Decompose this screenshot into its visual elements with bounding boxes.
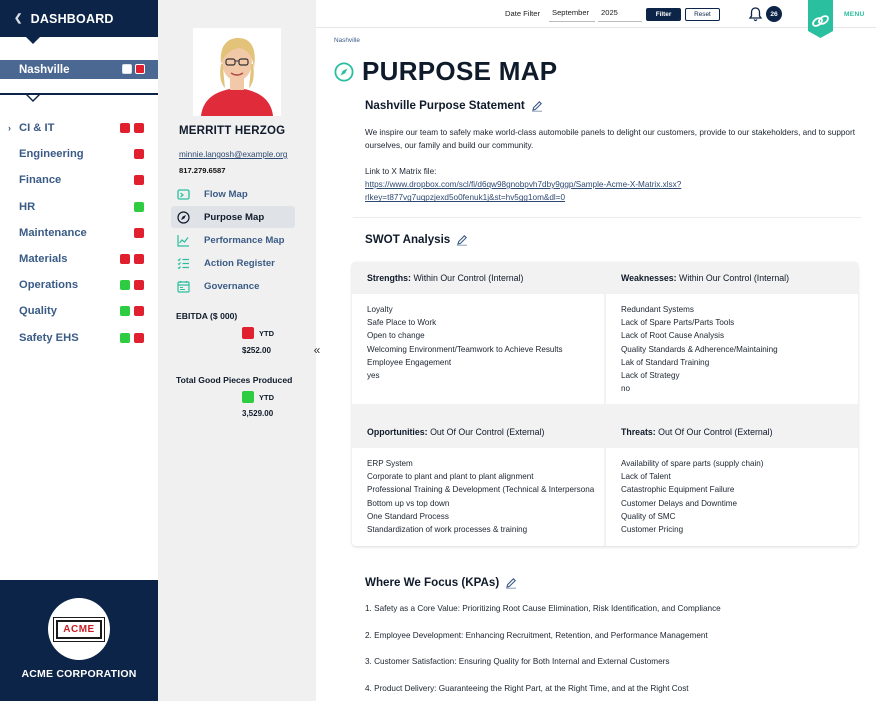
header-pointer (26, 37, 40, 44)
swot-heading-text: SWOT Analysis (365, 233, 451, 246)
metric-period-label: YTD (259, 328, 274, 338)
company-name: ACME CORPORATION (21, 668, 137, 680)
dashboard-label: DASHBOARD (30, 11, 114, 26)
avatar-image (193, 28, 281, 116)
swot-item: Lack of Root Cause Analysis (621, 331, 725, 341)
status-dot (134, 306, 144, 316)
person-email-link[interactable]: minnie.langosh@example.org (179, 150, 288, 159)
compass-icon (177, 211, 197, 224)
swot-item: Quality of SMC (621, 511, 676, 521)
divider-pointer-inner (28, 95, 38, 100)
swot-opportunities-title: Opportunities: (367, 427, 428, 437)
month-select[interactable]: September (549, 5, 595, 22)
status-dot (120, 123, 130, 133)
status-dot (134, 228, 144, 238)
kpa-item: 1. Safety as a Core Value: Prioritizing Root Cause Elimination, Risk Identification, and Compliance (365, 604, 721, 613)
swot-weaknesses-subtitle: Within Our Control (Internal) (679, 273, 790, 283)
purpose-statement: We inspire our team to safely make world-class automobile panels to delight our customers, provide to our stakeholders, and to support ourselves, our family and build our community. (365, 128, 855, 151)
x-matrix-link-line1: https://www.dropbox.com/scl/fi/d6qw98gnobpvh7dby9ggp/Sample-Acme-X-Matrix.xlsx? (365, 180, 682, 189)
location-status-dots (122, 64, 145, 74)
swot-opportunities-header (352, 416, 604, 448)
status-dot (122, 64, 132, 74)
purpose-heading-text: Nashville Purpose Statement (365, 99, 525, 112)
menu-item-governance[interactable] (171, 275, 295, 297)
swot-threats-header (606, 416, 858, 448)
department-item[interactable] (0, 325, 158, 351)
compass-icon (334, 62, 354, 82)
menu-item-purpose-map[interactable] (171, 206, 295, 228)
swot-item: Customer Delays and Downtime (621, 498, 738, 508)
top-bar (316, 0, 876, 28)
edit-icon[interactable] (531, 100, 543, 112)
swot-grid (352, 262, 858, 546)
swot-threats-subtitle: Out Of Our Control (External) (658, 427, 773, 437)
department-label: Finance (19, 174, 62, 187)
kpa-item: 4. Product Delivery: Guaranteeing the Right Part, at the Right Time, and at the Right Cost (365, 684, 689, 693)
page-title-row (334, 56, 557, 87)
calendar-icon (177, 280, 197, 293)
breadcrumb[interactable]: Nashville (334, 37, 360, 44)
page-title: PURPOSE MAP (362, 56, 558, 86)
metric-title-good-pieces: Total Good Pieces Produced (176, 375, 293, 385)
swot-strengths-list (352, 294, 604, 404)
notification-count-badge[interactable]: 26 (766, 6, 782, 22)
menu-link[interactable]: MENU (844, 11, 865, 18)
swot-strengths-title: Strengths: (367, 273, 411, 283)
department-label: Maintenance (19, 226, 87, 239)
metric-title-ebitda: EBITDA ($ 000) (176, 311, 238, 321)
swot-weaknesses-list (606, 294, 858, 404)
department-status-dots (134, 202, 144, 212)
line-chart-icon (177, 234, 197, 247)
x-matrix-link[interactable] (365, 178, 855, 205)
menu-item-flow-map[interactable] (171, 183, 295, 205)
map-menu (171, 183, 295, 298)
menu-item-performance-map[interactable] (171, 229, 295, 251)
status-dot (120, 333, 130, 343)
main-content (316, 28, 876, 701)
swot-heading (365, 233, 468, 246)
department-label: Engineering (19, 148, 84, 161)
metric-value-ebitda: $252.00 (242, 346, 271, 355)
swot-item: Availability of spare parts (supply chain) (621, 459, 764, 468)
swot-item: Standardization of work processes & training (367, 525, 528, 535)
menu-item-label: Flow Map (204, 188, 248, 200)
date-filter-label: Date Filter (505, 9, 541, 18)
department-item[interactable] (0, 246, 158, 272)
department-list (0, 115, 158, 351)
department-status-dots (134, 228, 144, 238)
status-dot (120, 254, 130, 264)
department-status-dots (120, 280, 144, 290)
year-input[interactable]: 2025 (598, 5, 642, 22)
reset-button[interactable]: Reset (685, 8, 720, 21)
department-status-dots (134, 149, 144, 159)
metric-status-indicator (242, 327, 254, 339)
status-dot (120, 306, 130, 316)
swot-item: Catastrophic Equipment Failure (621, 485, 735, 495)
swot-strengths (352, 262, 604, 404)
swot-weaknesses-header (606, 262, 858, 294)
avatar (193, 28, 281, 116)
swot-item: Bottom up vs top down (367, 498, 450, 508)
department-status-dots (120, 254, 144, 264)
swot-item: Lack of Spare Parts/Parts Tools (621, 318, 735, 328)
collapse-panel-icon[interactable]: « (313, 343, 321, 357)
department-item[interactable] (0, 167, 158, 193)
swot-item: Corporate to plant and plant to plant alignment (367, 472, 534, 482)
swot-item: Quality Standards & Adherence/Maintaining (621, 344, 778, 354)
person-name: MERRITT HERZOG (179, 125, 286, 137)
department-label: Quality (19, 305, 57, 318)
swot-item: Lack of Talent (621, 472, 671, 482)
location-name: Nashville (19, 63, 70, 76)
metric-value-good-pieces: 3,529.00 (242, 409, 274, 418)
department-status-dots (120, 306, 144, 316)
department-label: Safety EHS (19, 331, 79, 344)
chevron-left-icon: ❮ (14, 13, 23, 24)
profile-panel (158, 0, 321, 701)
metric-status-indicator (242, 391, 254, 403)
swot-item: Welcoming Environment/Teamwork to Achieve Results (367, 344, 563, 354)
status-dot (120, 280, 130, 290)
swot-threats (606, 416, 858, 546)
person-phone: 817.279.6587 (179, 166, 226, 175)
swot-item: Customer Pricing (621, 525, 684, 535)
kpas-heading (365, 576, 517, 589)
company-logo (48, 598, 110, 660)
edit-icon[interactable] (505, 577, 517, 589)
status-dot (134, 280, 144, 290)
swot-opportunities-list (352, 448, 604, 546)
status-dot (134, 254, 144, 264)
bell-icon[interactable] (748, 6, 763, 27)
location-selector[interactable] (0, 60, 158, 79)
checklist-icon (177, 257, 197, 270)
department-label: CI & IT (19, 122, 55, 135)
swot-strengths-subtitle: Within Our Control (Internal) (413, 273, 524, 283)
left-navigation (0, 0, 158, 701)
swot-item: ERP System (367, 459, 413, 468)
swot-item: Professional Training & Development (Technical & Interpersona (367, 485, 595, 495)
swot-strengths-header (352, 262, 604, 294)
metric-good-pieces-period (242, 391, 274, 403)
department-item[interactable] (0, 141, 158, 167)
department-status-dots (134, 175, 144, 185)
chevron-right-icon: › (8, 123, 11, 134)
status-dot (134, 123, 144, 133)
edit-icon[interactable] (456, 234, 468, 246)
dashboard-back-button[interactable] (0, 0, 158, 37)
department-status-dots (120, 333, 144, 343)
department-item[interactable] (0, 220, 158, 246)
swot-item: no (621, 384, 631, 394)
swot-item: One Standard Process (367, 511, 449, 521)
x-matrix-link-line2: rlkey=t877vg7uqpzjexd5o0fenuk1j&st=hv5gg1om&dl=0 (365, 193, 566, 203)
swot-item: Employee Engagement (367, 357, 452, 367)
acme-logo: ACME (56, 620, 101, 639)
status-dot (134, 202, 144, 212)
department-status-dots (120, 123, 144, 133)
swot-threats-title: Threats: (621, 427, 656, 437)
menu-item-label: Purpose Map (204, 211, 265, 223)
department-item[interactable] (0, 194, 158, 220)
filter-button[interactable]: Filter (646, 8, 681, 21)
department-label: Operations (19, 279, 79, 292)
status-dot (134, 333, 144, 343)
swot-item: Loyalty (367, 305, 393, 314)
swot-weaknesses-title: Weaknesses: (621, 273, 677, 283)
swot-item: yes (367, 371, 380, 381)
status-dot (134, 149, 144, 159)
metric-ebitda-period (242, 327, 274, 339)
flow-map-icon (177, 188, 197, 201)
swot-item: Lak of Standard Training (621, 357, 710, 367)
menu-item-action-register[interactable] (171, 252, 295, 274)
x-matrix-link-label: Link to X Matrix file: (365, 167, 437, 176)
menu-item-label: Action Register (204, 257, 275, 269)
swot-opportunities (352, 416, 604, 546)
status-dot (135, 64, 145, 74)
purpose-heading (365, 99, 543, 112)
nav-divider (0, 93, 158, 95)
department-label: Materials (19, 253, 68, 266)
menu-item-label: Governance (204, 280, 260, 292)
kpa-item: 2. Employee Development: Enhancing Recruitment, Retention, and Performance Management (365, 631, 708, 640)
swot-item: Open to change (367, 331, 425, 341)
swot-item: Safe Place to Work (367, 318, 437, 328)
section-divider (353, 217, 861, 218)
metric-period-label: YTD (259, 392, 274, 402)
swot-item: Redundant Systems (621, 305, 694, 314)
kpas-heading-text: Where We Focus (KPAs) (365, 576, 500, 589)
swot-item: Lack of Strategy (621, 371, 680, 381)
swot-opportunities-subtitle: Out Of Our Control (External) (430, 427, 545, 437)
status-dot (134, 175, 144, 185)
swot-threats-list (606, 448, 858, 546)
company-footer (0, 580, 158, 701)
swot-weaknesses (606, 262, 858, 404)
menu-item-label: Performance Map (204, 234, 285, 246)
kpa-item: 3. Customer Satisfaction: Ensuring Quality for Both Internal and External Customers (365, 657, 670, 666)
department-label: HR (19, 200, 36, 213)
department-item[interactable] (0, 272, 158, 298)
department-item[interactable] (0, 298, 158, 324)
department-item[interactable] (0, 115, 158, 141)
